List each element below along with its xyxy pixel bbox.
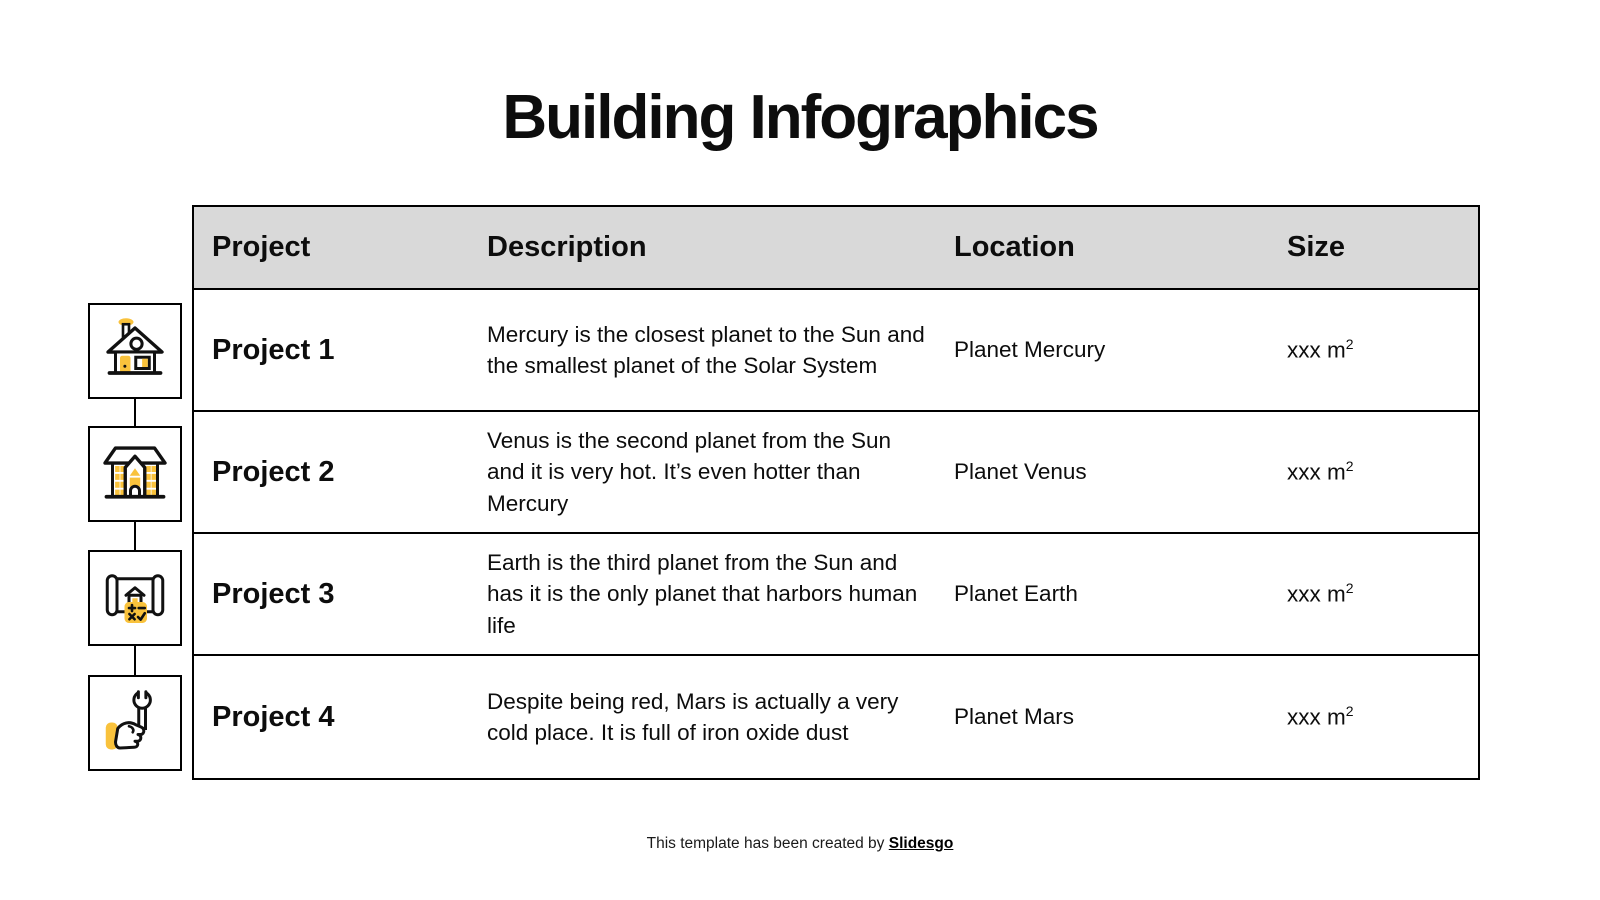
size-superscript: 2	[1345, 580, 1354, 597]
project-size	[1287, 336, 1478, 364]
page-title: Building Infographics	[502, 83, 1098, 152]
column-header-project: Project	[212, 231, 311, 263]
project-name: Project 1	[212, 333, 335, 366]
projects-table	[192, 205, 1480, 780]
project-size	[1287, 703, 1478, 731]
project-name: Project 4	[212, 700, 335, 733]
project-location: Planet Earth	[954, 581, 1078, 606]
size-value: xxx m	[1287, 459, 1346, 485]
column-header-location: Location	[954, 231, 1075, 263]
table-header-row	[194, 207, 1478, 290]
table-row	[194, 412, 1478, 534]
table-row	[194, 290, 1478, 412]
icon-box-project-3	[88, 550, 182, 646]
icon-box-project-1	[88, 303, 182, 399]
project-name: Project 3	[212, 577, 335, 610]
house-icon	[99, 313, 171, 390]
blueprint-icon	[99, 560, 171, 637]
project-name: Project 2	[212, 455, 335, 488]
size-value: xxx m	[1287, 337, 1346, 363]
connector-line	[134, 646, 136, 675]
project-description: Earth is the third planet from the Sun and has it is the only planet that harbors human life	[487, 549, 918, 638]
footer-text: This template has been created by	[646, 835, 889, 852]
project-location: Planet Mercury	[954, 337, 1106, 362]
size-superscript: 2	[1345, 336, 1354, 353]
project-location: Planet Mars	[954, 704, 1075, 729]
hand-wrench-icon	[99, 685, 171, 762]
size-superscript: 2	[1345, 703, 1354, 720]
icon-box-project-4	[88, 675, 182, 771]
size-value: xxx m	[1287, 581, 1346, 607]
size-value: xxx m	[1287, 704, 1346, 730]
connector-line	[134, 522, 136, 550]
project-description: Venus is the second planet from the Sun and it is very hot. It’s even hotter than Mercury	[487, 427, 892, 516]
building-icon	[99, 436, 171, 513]
project-location: Planet Venus	[954, 459, 1087, 484]
icon-box-project-2	[88, 426, 182, 522]
size-superscript: 2	[1345, 458, 1354, 475]
table-row	[194, 534, 1478, 656]
table-row	[194, 656, 1478, 778]
column-header-description: Description	[487, 231, 647, 263]
connector-line	[134, 399, 136, 426]
column-header-size: Size	[1287, 231, 1346, 263]
project-description: Despite being red, Mars is actually a very cold place. It is full of iron oxide dust	[487, 688, 899, 745]
footer-credit	[0, 835, 1600, 853]
slidesgo-link[interactable]: Slidesgo	[888, 835, 954, 852]
project-size	[1287, 458, 1478, 486]
project-size	[1287, 580, 1478, 608]
project-description: Mercury is the closest planet to the Sun and the smallest planet of the Solar System	[487, 321, 925, 378]
